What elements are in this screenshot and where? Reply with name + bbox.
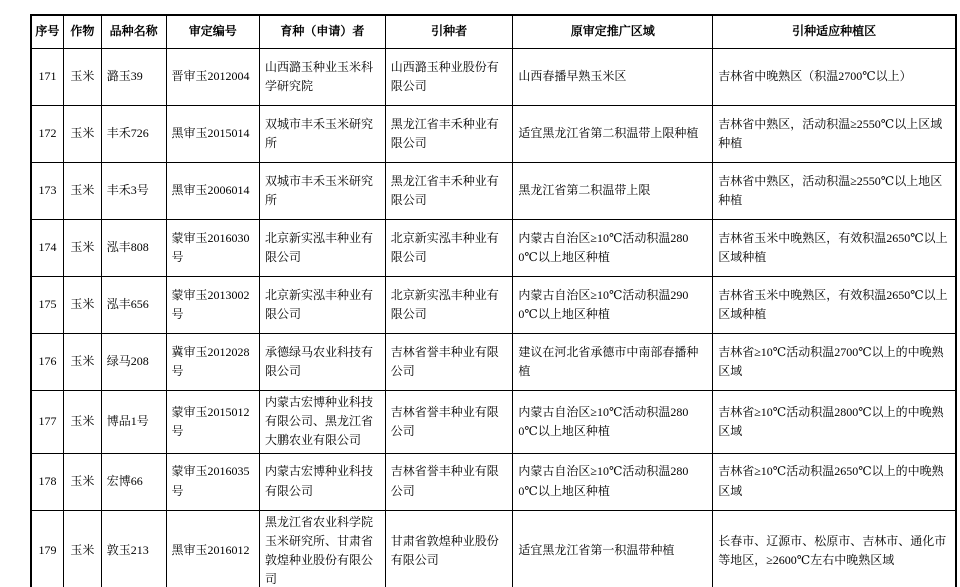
cell-introducer: 吉林省誉丰种业有限公司	[385, 334, 513, 391]
cell-adapted_region: 长春市、辽源市、松原市、吉林市、通化市等地区，≥2600℃左右中晚熟区域	[713, 510, 956, 587]
cell-original_region: 建议在河北省承德市中南部春播种植	[513, 334, 713, 391]
cell-variety: 潞玉39	[101, 49, 166, 106]
table-header	[31, 15, 956, 49]
cell-introducer: 吉林省誉丰种业有限公司	[385, 391, 513, 454]
cell-variety: 丰禾726	[101, 106, 166, 163]
cell-variety: 宏博66	[101, 453, 166, 510]
cell-index: 174	[31, 220, 63, 277]
cell-variety: 博品1号	[101, 391, 166, 454]
cell-breeder: 内蒙古宏博种业科技有限公司	[259, 453, 385, 510]
table-row	[31, 220, 956, 277]
document-page	[0, 14, 960, 587]
cell-approval: 蒙审玉2015012号	[166, 391, 259, 454]
cell-introducer: 吉林省誉丰种业有限公司	[385, 453, 513, 510]
variety-introduction-table	[30, 14, 957, 587]
table-row	[31, 453, 956, 510]
header-adapted-planting-region: 引种适应种植区	[713, 15, 956, 49]
cell-breeder: 北京新实泓丰种业有限公司	[259, 220, 385, 277]
table-row	[31, 391, 956, 454]
cell-variety: 绿马208	[101, 334, 166, 391]
header-introducer: 引种者	[385, 15, 513, 49]
cell-introducer: 北京新实泓丰种业有限公司	[385, 277, 513, 334]
header-index: 序号	[31, 15, 63, 49]
cell-index: 179	[31, 510, 63, 587]
cell-adapted_region: 吉林省玉米中晚熟区，有效积温2650℃以上区域种植	[713, 220, 956, 277]
table-row	[31, 106, 956, 163]
cell-original_region: 内蒙古自治区≥10℃活动积温2800℃以上地区种植	[513, 391, 713, 454]
cell-approval: 蒙审玉2016030号	[166, 220, 259, 277]
header-row	[31, 15, 956, 49]
cell-variety: 丰禾3号	[101, 163, 166, 220]
cell-introducer: 黑龙江省丰禾种业有限公司	[385, 163, 513, 220]
cell-original_region: 适宜黑龙江省第二积温带上限种植	[513, 106, 713, 163]
cell-crop: 玉米	[63, 220, 101, 277]
header-approval-number: 审定编号	[166, 15, 259, 49]
cell-breeder: 黑龙江省农业科学院玉米研究所、甘肃省敦煌种业股份有限公司	[259, 510, 385, 587]
cell-introducer: 北京新实泓丰种业有限公司	[385, 220, 513, 277]
cell-breeder: 北京新实泓丰种业有限公司	[259, 277, 385, 334]
cell-crop: 玉米	[63, 277, 101, 334]
cell-crop: 玉米	[63, 453, 101, 510]
cell-original_region: 内蒙古自治区≥10℃活动积温2900℃以上地区种植	[513, 277, 713, 334]
cell-introducer: 山西潞玉种业股份有限公司	[385, 49, 513, 106]
cell-crop: 玉米	[63, 334, 101, 391]
cell-variety: 泓丰656	[101, 277, 166, 334]
table-row	[31, 49, 956, 106]
cell-crop: 玉米	[63, 163, 101, 220]
cell-original_region: 山西春播早熟玉米区	[513, 49, 713, 106]
cell-approval: 蒙审玉2013002号	[166, 277, 259, 334]
cell-breeder: 双城市丰禾玉米研究所	[259, 163, 385, 220]
cell-crop: 玉米	[63, 106, 101, 163]
table-row	[31, 277, 956, 334]
cell-adapted_region: 吉林省中熟区，活动积温≥2550℃以上区域种植	[713, 106, 956, 163]
cell-index: 178	[31, 453, 63, 510]
cell-introducer: 黑龙江省丰禾种业有限公司	[385, 106, 513, 163]
cell-approval: 黑审玉2006014	[166, 163, 259, 220]
cell-adapted_region: 吉林省≥10℃活动积温2650℃以上的中晚熟区域	[713, 453, 956, 510]
table-row	[31, 510, 956, 587]
table-row	[31, 334, 956, 391]
header-breeder-applicant: 育种（申请）者	[259, 15, 385, 49]
header-original-approved-region: 原审定推广区域	[513, 15, 713, 49]
cell-adapted_region: 吉林省玉米中晚熟区，有效积温2650℃以上区域种植	[713, 277, 956, 334]
cell-breeder: 山西潞玉种业玉米科学研究院	[259, 49, 385, 106]
cell-index: 177	[31, 391, 63, 454]
table-row	[31, 163, 956, 220]
cell-adapted_region: 吉林省中晚熟区（积温2700℃以上）	[713, 49, 956, 106]
cell-approval: 晋审玉2012004	[166, 49, 259, 106]
table-body	[31, 49, 956, 587]
cell-original_region: 内蒙古自治区≥10℃活动积温2800℃以上地区种植	[513, 220, 713, 277]
cell-crop: 玉米	[63, 49, 101, 106]
cell-variety: 敦玉213	[101, 510, 166, 587]
cell-variety: 泓丰808	[101, 220, 166, 277]
header-variety-name: 品种名称	[101, 15, 166, 49]
cell-index: 172	[31, 106, 63, 163]
cell-crop: 玉米	[63, 510, 101, 587]
cell-approval: 黑审玉2016012	[166, 510, 259, 587]
cell-adapted_region: 吉林省中熟区，活动积温≥2550℃以上地区种植	[713, 163, 956, 220]
cell-index: 171	[31, 49, 63, 106]
header-crop: 作物	[63, 15, 101, 49]
cell-index: 176	[31, 334, 63, 391]
cell-original_region: 适宜黑龙江省第一积温带种植	[513, 510, 713, 587]
cell-breeder: 内蒙古宏博种业科技有限公司、黑龙江省大鹏农业有限公司	[259, 391, 385, 454]
cell-adapted_region: 吉林省≥10℃活动积温2800℃以上的中晚熟区域	[713, 391, 956, 454]
cell-index: 175	[31, 277, 63, 334]
cell-breeder: 双城市丰禾玉米研究所	[259, 106, 385, 163]
cell-introducer: 甘肃省敦煌种业股份有限公司	[385, 510, 513, 587]
cell-approval: 蒙审玉2016035号	[166, 453, 259, 510]
cell-index: 173	[31, 163, 63, 220]
cell-original_region: 黑龙江省第二积温带上限	[513, 163, 713, 220]
cell-approval: 黑审玉2015014	[166, 106, 259, 163]
cell-approval: 冀审玉2012028号	[166, 334, 259, 391]
cell-breeder: 承德绿马农业科技有限公司	[259, 334, 385, 391]
cell-crop: 玉米	[63, 391, 101, 454]
cell-original_region: 内蒙古自治区≥10℃活动积温2800℃以上地区种植	[513, 453, 713, 510]
cell-adapted_region: 吉林省≥10℃活动积温2700℃以上的中晚熟区域	[713, 334, 956, 391]
